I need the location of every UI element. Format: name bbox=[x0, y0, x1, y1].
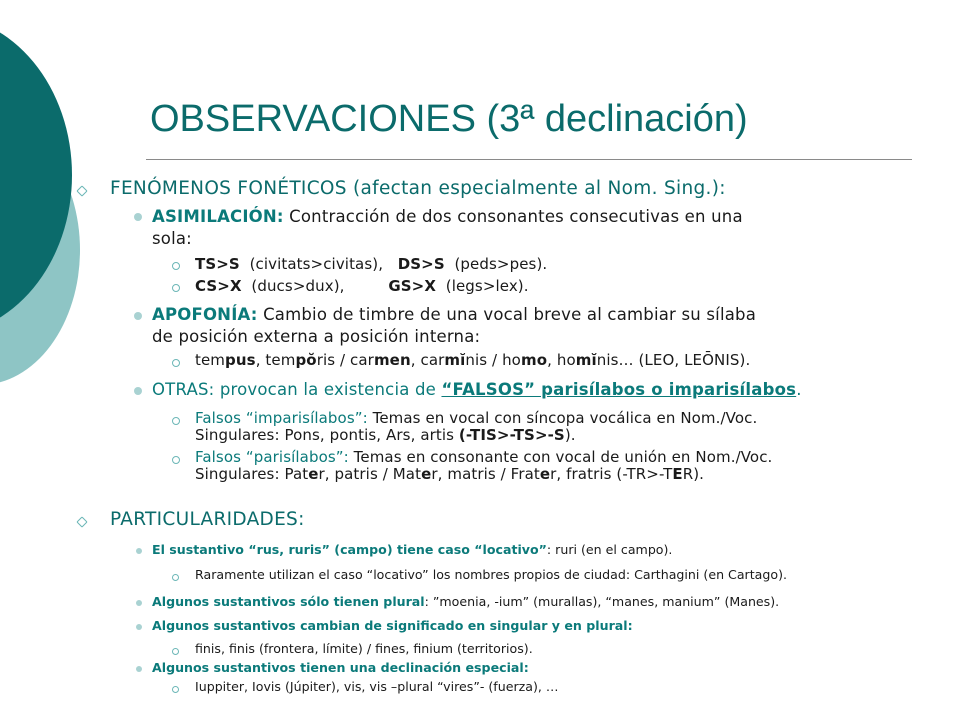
fenomenos-heading: FENÓMENOS FONÉTICOS (afectan especialmente al Nom. Sing.): bbox=[110, 178, 726, 199]
falsos-imparisilabos-line-1: Falsos “imparisílabos”: Temas en vocal con síncopa vocálica en Nom./Voc. bbox=[195, 409, 758, 427]
ring-bullet-icon bbox=[172, 686, 179, 693]
ring-bullet-icon bbox=[172, 359, 180, 367]
particularidad-4: Algunos sustantivos tienen una declinación especial: bbox=[152, 660, 529, 675]
dot-bullet-icon bbox=[136, 600, 142, 606]
dot-bullet-icon bbox=[134, 387, 142, 395]
particularidad-2: Algunos sustantivos sólo tienen plural: ”moenia, -ium” (murallas), “manes, manium” (Manes). bbox=[152, 594, 780, 609]
asimilacion-line-1: ASIMILACIÓN: Contracción de dos consonantes consecutivas en una bbox=[152, 207, 743, 226]
decorative-shapes bbox=[0, 0, 140, 720]
dot-bullet-icon bbox=[136, 624, 142, 630]
apofonia-line-1: APOFONÍA: Cambio de timbre de una vocal breve al cambiar su sílaba bbox=[152, 305, 757, 324]
ring-bullet-icon bbox=[172, 574, 179, 581]
particularidad-3-sub: finis, finis (frontera, límite) / fines, finium (territorios). bbox=[195, 641, 533, 656]
page-title: OBSERVACIONES (3ª declinación) bbox=[150, 98, 748, 140]
particularidad-3: Algunos sustantivos cambian de significado en singular y en plural: bbox=[152, 618, 633, 633]
ring-bullet-icon bbox=[172, 648, 179, 655]
particularidades-heading: PARTICULARIDADES: bbox=[110, 509, 305, 530]
falsos-link[interactable]: “FALSOS” parisílabos o imparisílabos bbox=[441, 380, 797, 399]
ring-bullet-icon bbox=[172, 417, 180, 425]
ring-bullet-icon bbox=[172, 284, 180, 292]
ring-bullet-icon bbox=[172, 456, 180, 464]
dot-bullet-icon bbox=[134, 213, 142, 221]
ring-bullet-icon bbox=[172, 262, 180, 270]
apofonia-example: tempus, tempŏris / carmen, carmĭnis / homo, homĭnis… (LEO, LEŌNIS). bbox=[195, 351, 751, 369]
falsos-parisilabos-line-1: Falsos “parisílabos”: Temas en consonante con vocal de unión en Nom./Voc. bbox=[195, 448, 773, 466]
dot-bullet-icon bbox=[136, 666, 142, 672]
dot-bullet-icon bbox=[134, 312, 142, 320]
falsos-imparisilabos-line-2: Singulares: Pons, pontis, Ars, artis (-TIS>-TS>-S). bbox=[195, 426, 576, 444]
falsos-parisilabos-line-2: Singulares: Pater, patris / Mater, matris / Frater, fratris (-TR>-TER). bbox=[195, 465, 705, 483]
dot-bullet-icon bbox=[136, 548, 142, 554]
asimilacion-line-2: sola: bbox=[152, 229, 192, 248]
particularidad-1: El sustantivo “rus, ruris” (campo) tiene caso “locativo”: ruri (en el campo). bbox=[152, 542, 673, 557]
apofonia-line-2: de posición externa a posición interna: bbox=[152, 327, 481, 346]
asimilacion-example-1: TS>S (civitats>civitas), DS>S (peds>pes). bbox=[195, 255, 548, 273]
asimilacion-example-2: CS>X (ducs>dux), GS>X (legs>lex). bbox=[195, 277, 529, 295]
particularidad-1-sub: Raramente utilizan el caso “locativo” los nombres propios de ciudad: Carthagini (en Cartago). bbox=[195, 567, 788, 582]
otras-line: OTRAS: provocan la existencia de “FALSOS” parisílabos o imparisílabos. bbox=[152, 380, 802, 399]
title-divider bbox=[146, 159, 912, 160]
particularidad-4-sub: Iuppiter, Iovis (Júpiter), vis, vis –plural “vires”- (fuerza), … bbox=[195, 679, 559, 694]
